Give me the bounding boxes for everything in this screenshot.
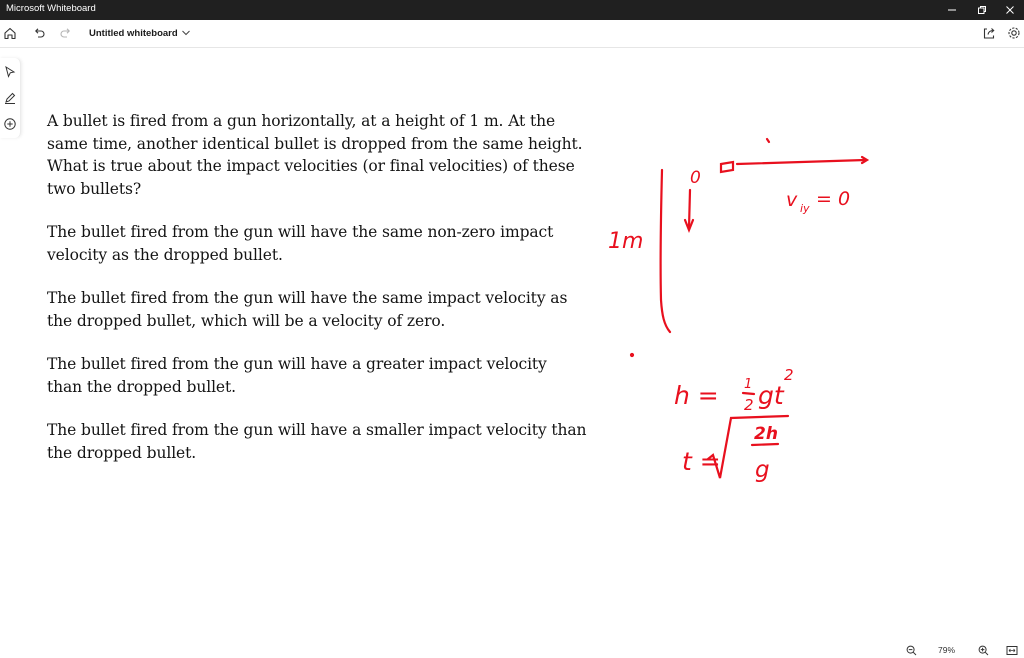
ink-eq2-denominator: g [755,457,770,483]
option-line: The bullet fired from the gun will have the same non-zero impact [47,223,554,241]
ink-eq1-numerator: 1 [744,377,753,392]
ink-eq2-lhs: t = [682,447,721,476]
ink-viy-value: = 0 [816,188,851,210]
minimize-icon [947,5,957,15]
select-tool-button[interactable] [3,64,17,78]
option-line: the dropped bullet, which will be a velocity of zero. [47,311,446,330]
ink-eq1-denominator: 2 [744,396,754,414]
minimize-button[interactable] [936,0,968,20]
ink-eq1-rhs: gt [758,381,784,410]
option-line: the dropped bullet. [47,443,197,462]
ink-zero-label: 0 [690,168,701,188]
pen-tool-button[interactable] [3,90,17,104]
prompt-line: two bullets? [47,179,142,198]
option-line: The bullet fired from the gun will have a greater impact velocity [47,355,547,373]
restore-icon [977,5,987,15]
answer-option-3 [47,353,587,398]
ink-dot [631,354,633,356]
ink-small-fraction-bar [743,393,754,394]
answer-option-4 [47,419,587,464]
option-line: The bullet fired from the gun will have the same impact velocity as [47,289,568,307]
zoom-in-icon [978,645,989,656]
tool-palette [0,58,21,138]
ink-viy-subscript: iy [800,202,810,215]
share-icon [981,25,997,41]
zoom-in-button[interactable] [978,645,989,658]
select-pointer-icon [3,65,17,79]
option-line: The bullet fired from the gun will have a smaller impact velocity than [47,421,587,439]
share-button[interactable] [981,25,999,43]
add-content-button[interactable] [3,116,17,130]
ink-text [608,168,850,483]
gear-icon [1006,25,1022,41]
ink-tick [767,139,769,142]
fit-to-screen-icon [1006,645,1018,656]
answer-option-2 [47,287,587,332]
prompt-line: same time, another identical bullet is dropped from the same height. [47,134,583,153]
redo-button[interactable] [58,25,76,43]
ink-bullet-shape [721,162,733,172]
option-line: velocity as the dropped bullet. [47,245,283,264]
zoom-controls [900,644,1024,658]
close-icon [1005,5,1015,15]
undo-icon [31,25,47,41]
undo-button[interactable] [31,25,49,43]
app-title: Microsoft Whiteboard [6,3,96,14]
ink-eq2-numerator: 2h [754,424,778,444]
ink-eq1-exponent: 2 [784,366,794,384]
question-text-block[interactable] [47,110,587,485]
ink-height-line [661,170,670,332]
add-icon [3,117,17,131]
ink-drop-arrow [689,190,690,228]
prompt-line: What is true about the impact velocities (or final velocities) of these [47,157,575,175]
ink-fraction-bar [752,444,778,445]
question-prompt [47,110,587,200]
ink-eq1-lhs: h = [674,381,719,410]
app-toolbar [0,20,1024,48]
option-line: than the dropped bullet. [47,377,236,396]
home-button[interactable] [2,25,20,43]
ink-height-label: 1m [608,229,644,254]
window-title-bar [0,0,1024,20]
zoom-out-icon [906,645,917,656]
zoom-level[interactable]: 79% [938,645,956,655]
settings-button[interactable] [1006,25,1024,43]
fit-to-screen-button[interactable] [1006,645,1018,658]
prompt-line: A bullet is fired from a gun horizontally, at a height of 1 m. At the [47,112,556,130]
zoom-out-button[interactable] [906,645,917,658]
close-button[interactable] [994,0,1024,20]
chevron-down-icon[interactable] [181,29,191,37]
home-icon [2,25,18,41]
ink-viy-label: v [786,189,798,211]
board-title[interactable]: Untitled whiteboard [89,28,178,39]
answer-option-1 [47,221,587,266]
pen-icon [3,91,17,105]
redo-icon [58,25,74,41]
handwritten-ink-layer[interactable] [590,120,890,500]
ink-horizontal-arrow [737,160,865,164]
